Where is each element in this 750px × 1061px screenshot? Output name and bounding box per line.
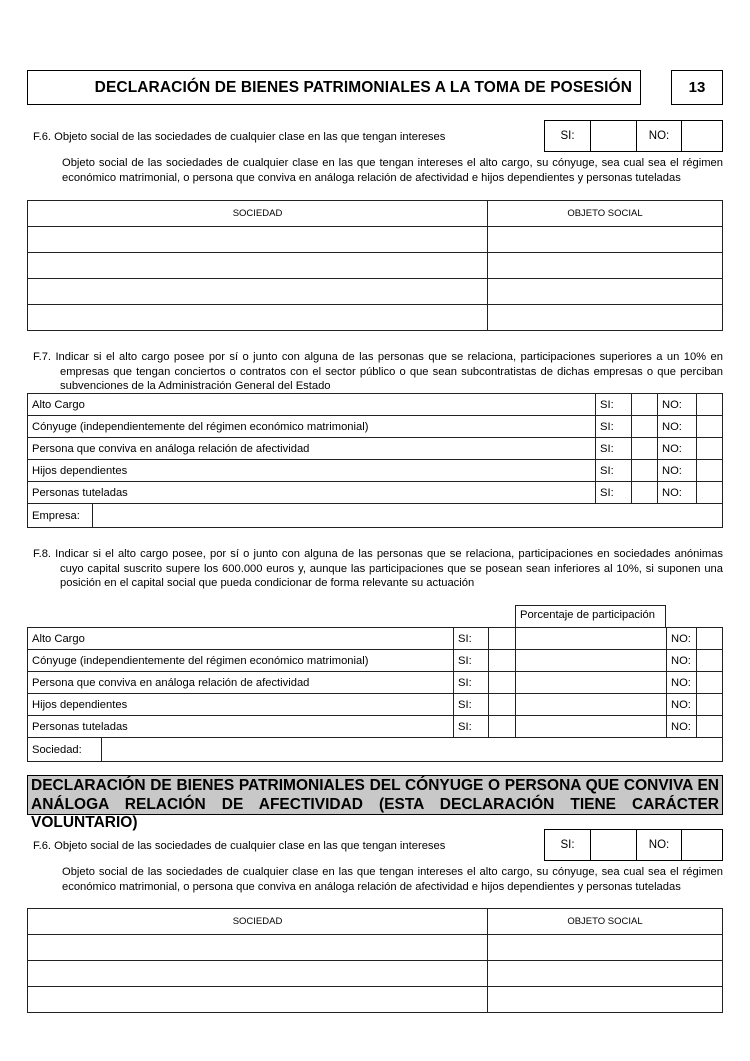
col-header-objeto-social: OBJETO SOCIAL [488,201,723,227]
sociedad-cell[interactable] [28,935,488,961]
row-label: Personas tuteladas [28,716,454,738]
f7-question: F.7. Indicar si el alto cargo posee por sí o junto con alguna de las personas que se relaciona, participaciones superiores a un 10% en empresas que tengan conciertos o contratos con el sector público o que sean subcontratistas de dichas empresas o que perciban subvenciones de la Administración General del Estado [33,351,723,392]
page-title: DECLARACIÓN DE BIENES PATRIMONIALES A LA TOMA DE POSESIÓN [27,70,641,105]
spouse-f6-description: Objeto social de las sociedades de cualquier clase en las que tengan intereses el alto cargo, su cónyuge, sea cual sea el régimen económico matrimonial, o persona que conviva en análoga relación de afectividad e hijos dependientes y personas tuteladas [62,866,723,893]
no-checkbox[interactable] [697,438,723,460]
table-row [28,482,723,504]
sociedad-cell[interactable] [28,279,488,305]
percentage-input[interactable] [516,672,667,694]
sociedad-cell[interactable] [28,961,488,987]
empresa-input[interactable] [93,504,723,528]
no-checkbox[interactable] [697,482,723,504]
no-label: NO: [658,460,697,482]
no-checkbox[interactable] [697,672,723,694]
f6-si-label: SI: [545,121,591,151]
no-checkbox[interactable] [697,650,723,672]
table-row [28,416,723,438]
empresa-label: Empresa: [28,504,93,528]
spouse-f6-si-no-box [544,829,723,861]
f8-table [27,627,723,738]
col-header-sociedad: SOCIEDAD [28,909,488,935]
no-label: NO: [658,394,697,416]
spouse-f6-question: F.6. Objeto social de las sociedades de cualquier clase en las que tengan intereses [33,840,446,852]
f6-no-checkbox[interactable] [682,121,722,151]
no-label: NO: [667,694,697,716]
no-label: NO: [667,650,697,672]
objeto-social-cell[interactable] [488,253,723,279]
col-header-sociedad: SOCIEDAD [28,201,488,227]
f7-empresa-row [27,503,723,528]
si-label: SI: [454,672,489,694]
objeto-social-cell[interactable] [488,987,723,1013]
si-label: SI: [454,694,489,716]
f6-question: F.6. Objeto social de las sociedades de cualquier clase en las que tengan intereses [33,131,446,143]
f8-sociedad-row [27,737,723,762]
si-checkbox[interactable] [489,694,516,716]
f6-no-label: NO: [637,121,682,151]
si-checkbox[interactable] [632,394,658,416]
spouse-section-title: DECLARACIÓN DE BIENES PATRIMONIALES DEL CÓNYUGE O PERSONA QUE CONVIVA EN ANÁLOGA RELACIÓN DE AFECTIVIDAD (ESTA DECLARACIÓN TIENE CARÁCTER VOLUNTARIO) [27,775,723,815]
row-label: Hijos dependientes [28,694,454,716]
row-label: Alto Cargo [28,394,596,416]
si-label: SI: [454,650,489,672]
si-label: SI: [596,482,632,504]
percentage-input[interactable] [516,650,667,672]
table-row [28,253,723,279]
f6-si-checkbox[interactable] [591,121,637,151]
sociedad-cell[interactable] [28,227,488,253]
table-header-row [28,909,723,935]
col-header-objeto-social: OBJETO SOCIAL [488,909,723,935]
no-label: NO: [667,628,697,650]
no-label: NO: [667,716,697,738]
si-label: SI: [454,716,489,738]
no-label: NO: [658,438,697,460]
percentage-input[interactable] [516,694,667,716]
objeto-social-cell[interactable] [488,935,723,961]
si-checkbox[interactable] [632,416,658,438]
si-checkbox[interactable] [489,716,516,738]
table-row [28,305,723,331]
row-label: Personas tuteladas [28,482,596,504]
f8-question: F.8. Indicar si el alto cargo posee, por sí o junto con alguna de las personas que se relaciona, participaciones en sociedades anónimas cuyo capital suscrito supere los 600.000 euros y, aunque las participaciones que se posean sean inferiores al 10%, si suponen una posición en el capital social que pueda condicionar de forma relevante su actuación [33,548,723,589]
table-row [28,935,723,961]
table-row [28,279,723,305]
si-checkbox[interactable] [632,460,658,482]
no-checkbox[interactable] [697,394,723,416]
row-label: Cónyuge (independientemente del régimen económico matrimonial) [28,650,454,672]
si-label: SI: [596,438,632,460]
table-row [28,987,723,1013]
table-row [28,716,723,738]
row-label: Persona que conviva en análoga relación de afectividad [28,438,596,460]
no-checkbox[interactable] [697,716,723,738]
table-row [28,438,723,460]
sociedad-cell[interactable] [28,987,488,1013]
no-checkbox[interactable] [697,460,723,482]
no-label: NO: [658,482,697,504]
si-label: SI: [596,460,632,482]
spouse-f6-no-label: NO: [637,830,682,860]
f7-table [27,393,723,504]
no-label: NO: [658,416,697,438]
sociedad-cell[interactable] [28,305,488,331]
table-row [28,628,723,650]
table-header-row [28,201,723,227]
percentage-input[interactable] [516,716,667,738]
spouse-f6-si-checkbox[interactable] [591,830,637,860]
f6-si-no-box [544,120,723,152]
si-checkbox[interactable] [489,628,516,650]
table-row [28,650,723,672]
table-row [28,672,723,694]
table-row [28,460,723,482]
si-checkbox[interactable] [489,650,516,672]
f6-table [27,200,723,331]
objeto-social-cell[interactable] [488,279,723,305]
objeto-social-cell[interactable] [488,227,723,253]
f6-description: Objeto social de las sociedades de cualquier clase en las que tengan intereses el alto cargo, su cónyuge, sea cual sea el régimen económico matrimonial, o persona que conviva en análoga relación de afectividad e hijos dependientes y personas tuteladas [62,157,723,184]
row-label: Alto Cargo [28,628,454,650]
si-checkbox[interactable] [632,438,658,460]
spouse-f6-table [27,908,723,1013]
objeto-social-cell[interactable] [488,305,723,331]
si-label: SI: [454,628,489,650]
row-label: Cónyuge (independientemente del régimen económico matrimonial) [28,416,596,438]
row-label: Hijos dependientes [28,460,596,482]
row-label: Persona que conviva en análoga relación de afectividad [28,672,454,694]
sociedad-label: Sociedad: [28,738,102,762]
percentage-input[interactable] [516,628,667,650]
f8-percentage-header: Porcentaje de participación [515,605,666,628]
sociedad-input[interactable] [102,738,723,762]
no-checkbox[interactable] [697,694,723,716]
table-row [28,694,723,716]
si-checkbox[interactable] [632,482,658,504]
spouse-f6-no-checkbox[interactable] [682,830,722,860]
objeto-social-cell[interactable] [488,961,723,987]
table-row [28,961,723,987]
table-row [28,227,723,253]
sociedad-cell[interactable] [28,253,488,279]
no-checkbox[interactable] [697,628,723,650]
page-number: 13 [671,70,723,105]
no-label: NO: [667,672,697,694]
si-checkbox[interactable] [489,672,516,694]
spouse-f6-si-label: SI: [545,830,591,860]
no-checkbox[interactable] [697,416,723,438]
table-row [28,394,723,416]
si-label: SI: [596,416,632,438]
si-label: SI: [596,394,632,416]
